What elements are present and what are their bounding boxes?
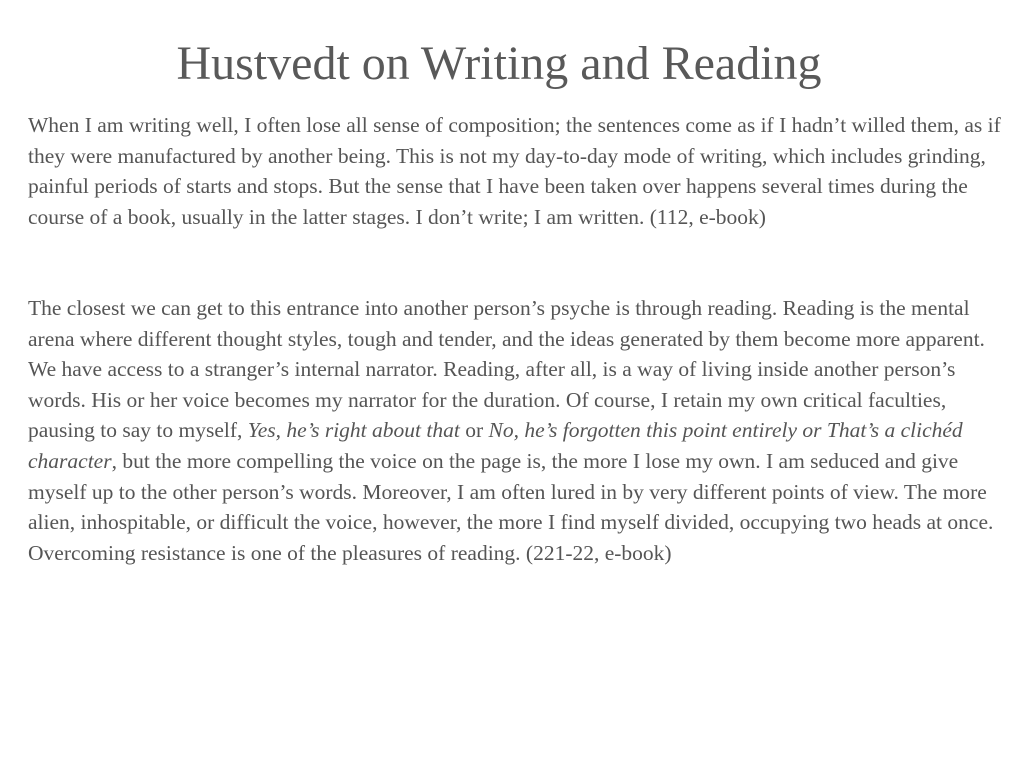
slide-title: Hustvedt on Writing and Reading <box>176 37 822 90</box>
reading-quote <box>28 293 1012 568</box>
reading-quote-part-1: The closest we can get to this entrance into another person’s psyche is through reading. Reading is the mental arena where different thought styles, tough and tender, and the ideas generated by them become more apparent. We have access to a stranger’s internal narrator. Reading, after all, is a way of living inside another person’s words. His or her voice becomes my narrator for the duration. Of course, I retain my own critical faculties, pausing to say to myself, <box>28 296 985 443</box>
writing-quote: When I am writing well, I often lose all sense of composition; the sentences come as if I hadn’t willed them, as if they were manufactured by another being. This is not my day-to-day mode of writing, which includes grinding, painful periods of starts and stops. But the sense that I have been taken over happens several times during the course of a book, usually in the latter stages. I don’t write; I am written. (112, e-book) <box>28 113 1001 229</box>
reading-quote-part-3: , but the more compelling the voice on the page is, the more I lose my own. I am seduced and give myself up to the other person’s words. Moreover, I am often lured in by very different points of view. The more alien, inhospitable, or difficult the voice, however, the more I find myself divided, occupying two heads at once. Overcoming resistance is one of the pleasures of reading. (221-22, e-book) <box>28 448 994 565</box>
reading-quote-italic-1: Yes, he’s right about that <box>247 418 460 443</box>
reading-quote-part-2: or <box>459 418 489 443</box>
reading-quote-italic-2: No, he’s forgotten this point entirely or That’s a clichéd character <box>28 418 963 473</box>
